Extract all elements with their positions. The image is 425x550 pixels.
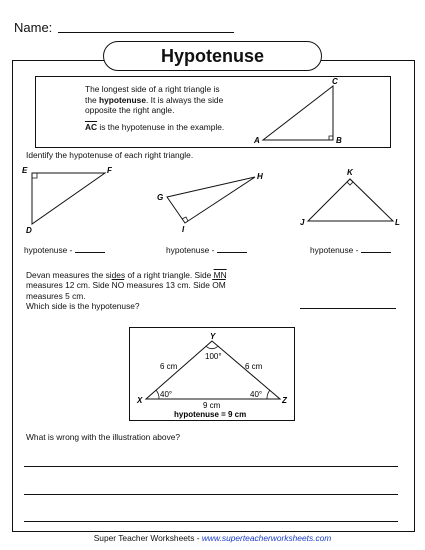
vertex-l: L	[395, 218, 400, 227]
triangle-ghi-shape	[167, 177, 255, 223]
vertex-z: Z	[282, 396, 287, 405]
problem-line-2: measures 12 cm. Side $\overline{NO}$ measures 13 cm. Side $\overline{OM}$	[26, 280, 226, 291]
right-angle-mark	[32, 173, 37, 178]
problem-line-1: Devan measures the sides of a right triangle. Side $\overline{MN}$	[26, 270, 227, 280]
triangle-efd	[20, 164, 120, 236]
top-angle-label: 100°	[205, 352, 222, 361]
right-side-label: 6 cm	[245, 362, 263, 371]
vertex-c: C	[332, 77, 338, 86]
vertex-h: H	[257, 172, 263, 181]
vertex-g: G	[157, 193, 164, 202]
name-label: Name:	[14, 20, 53, 35]
name-field-line[interactable]	[58, 32, 234, 33]
vertex-a: A	[254, 136, 260, 145]
triangle-kjl	[295, 166, 410, 230]
problem-answer-line[interactable]	[300, 308, 396, 309]
vertex-e: E	[22, 166, 28, 175]
writing-line-3[interactable]	[24, 521, 398, 522]
triangle-efd-shape	[32, 173, 105, 224]
left-angle-arc	[156, 390, 159, 399]
answer-kjl: hypotenuse -	[310, 245, 391, 255]
segment-ac: $\overline{AC}$	[85, 121, 98, 132]
segment-mn: $\overline{MN}$	[213, 270, 227, 280]
left-angle-label: 40°	[160, 390, 173, 399]
base-label: 9 cm	[203, 401, 221, 410]
segment-om: $\overline{OM}$	[212, 280, 226, 291]
answer-efd: hypotenuse -	[24, 245, 105, 255]
vertex-x: X	[137, 396, 143, 405]
right-angle-mark	[329, 136, 333, 140]
example-triangle-diagram	[250, 76, 360, 146]
hypotenuse-term: hypotenuse	[98, 94, 146, 105]
page-title: Hypotenuse	[103, 41, 322, 71]
definition-line-1: The longest side of a right triangle is	[85, 84, 220, 94]
triangle-kjl-shape	[308, 179, 393, 221]
answer-blank[interactable]	[75, 245, 105, 253]
vertex-y: Y	[210, 332, 216, 341]
word-problem	[26, 270, 256, 311]
footer	[0, 533, 425, 543]
definition-line-2: the hypotenuse. It is always the side	[85, 94, 224, 105]
answer-blank[interactable]	[361, 245, 391, 253]
vertex-b: B	[336, 136, 342, 145]
footer-prefix: Super Teacher Worksheets -	[93, 533, 202, 543]
segment-no: $\overline{NO}$	[111, 280, 125, 291]
vertex-d: D	[26, 226, 32, 235]
definition-line-3: opposite the right angle.	[85, 105, 175, 115]
triangle-ghi	[150, 168, 270, 234]
vertex-j: J	[300, 218, 305, 227]
right-angle-mark	[347, 179, 353, 185]
problem-line-4: Which side is the hypotenuse?	[26, 300, 140, 311]
definition-example: $\overline{AC}$ is the hypotenuse in the example.	[85, 121, 225, 132]
writing-line-1[interactable]	[24, 466, 398, 467]
answer-blank[interactable]	[217, 245, 247, 253]
vertex-k: K	[347, 168, 353, 177]
footer-url[interactable]: www.superteacherworksheets.com	[201, 533, 332, 543]
example-triangle	[263, 86, 333, 140]
vertex-i: I	[182, 225, 185, 234]
writing-line-2[interactable]	[24, 494, 398, 495]
top-angle-arc	[206, 346, 218, 349]
problem-line-3: measures 5 cm.	[26, 290, 86, 301]
illustration-diagram	[129, 327, 295, 421]
vertex-f: F	[107, 166, 112, 175]
right-angle-label: 40°	[250, 390, 263, 399]
definition-text	[85, 84, 250, 132]
illustration-caption: hypotenuse = 9 cm	[174, 410, 247, 419]
left-side-label: 6 cm	[160, 362, 178, 371]
wrong-question: What is wrong with the illustration above?	[26, 432, 181, 442]
right-angle-arc	[267, 390, 270, 399]
instruction-text: Identify the hypotenuse of each right triangle.	[26, 150, 194, 160]
answer-ghi: hypotenuse -	[166, 245, 247, 255]
